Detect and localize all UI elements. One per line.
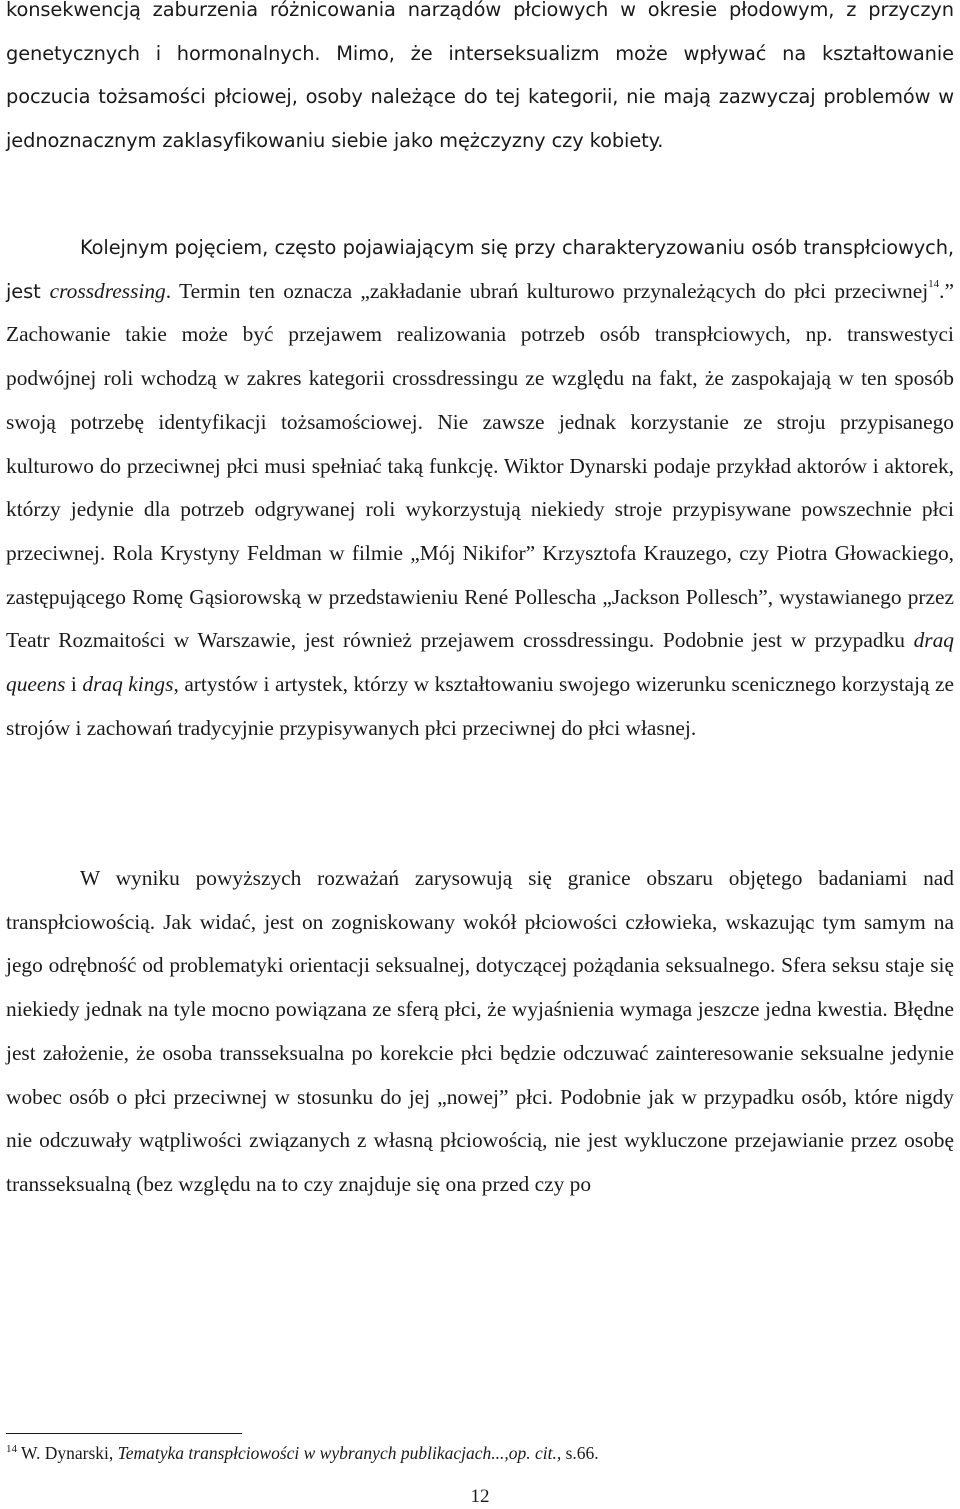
- term-crossdressing: crossdressing: [49, 278, 166, 303]
- paragraph-intersex: konsekwencją zaburzenia różnicowania narządów płciowych w okresie płodowym, z przyczyn genetycznych i hormonalnych. Mimo, że interseksualizm może wpływać na kształtowanie poczucia tożsamości płciowej, osoby należące do tej kategorii, nie mają zazwyczaj problemów w jednoznacznym zaklasyfikowaniu siebie jako mężczyzny czy kobiety.: [6, 0, 954, 153]
- paragraph-crossdressing-text-3: .” Zachowanie takie może być przejawem realizowania potrzeb osób transpłciowych, np. transwestyci podwójnej roli wchodzą w zakres kategorii crossdressingu ze względu na fakt, że zaspokajają w ten sposób swoją potrzebę identyfikacji tożsamościowej. Nie zawsze jednak korzystanie ze stroju przypisanego kulturowo do przeciwnej płci musi spełniać taką funkcję. Wiktor Dynarski podaje przykład aktorów i aktorek, którzy jedynie dla potrzeb odgrywanej roli wykorzystują niekiedy stroje przypisywane powszechnie płci przeciwnej. Rola Krystyny Feldman w filmie „Mój Nikifor” Krzysztofa Krauzego, czy Piotra Głowackiego, zastępującego Romę Gąsiorowską w przedstawieniu René Pollescha „Jackson Pollesch”, wystawianego przez Teatr Rozmaitości w Warszawie, jest również przejawem crossdressingu. Podobnie jest w przypadku: [6, 278, 955, 653]
- paragraph-crossdressing-text-2: . Termin ten oznacza „zakładanie ubrań kulturowo przynależących do płci przeciwnej: [165, 278, 929, 303]
- document-page: [6, 0, 954, 1509]
- footnote-author: W. Dynarski,: [17, 1443, 118, 1463]
- footnote-title: Tematyka transpłciowości w wybranych publikacjach...,op. cit.,: [117, 1443, 562, 1463]
- paragraph-crossdressing-text-4: i: [65, 672, 83, 697]
- term-draq-queens: draq queens: [6, 628, 954, 697]
- paragraph-conclusion: W wyniku powyższych rozważań zarysowują się granice obszaru objętego badaniami nad transpłciowością. Jak widać, jest on zogniskowany wokół płciowości człowieka, wskazując tym samym na jego odrębność od problematyki orientacji seksualnej, dotyczącej pożądania seksualnego. Sfera seksu staje się niekiedy jednak na tyle mocno powiązana ze sferą płci, że wyjaśnienia wymaga jeszcze jedna kwestia. Błędne jest założenie, że osoba transseksualna po korekcie płci będzie odczuwać zainteresowanie seksualne jedynie wobec osób o płci przeciwnej w stosunku do jej „nowej” płci. Podobnie jak w przypadku osób, które nigdy nie odczuwały wątpliwości związanych z własną płciowością, nie jest wykluczone przejawianie przez osobę transseksualną (bez względu na to czy znajduje się ona przed czy po: [6, 866, 954, 1196]
- footnote: [6, 1442, 954, 1464]
- paragraph-crossdressing-text-1: Kolejnym pojęciem, często pojawiającym się przy charakteryzowaniu osób transpłciowych, jest: [6, 236, 954, 303]
- page-number: 12: [470, 1486, 490, 1507]
- paragraph-crossdressing-text-5: , artystów i artystek, którzy w kształtowaniu swojego wizerunku scenicznego korzystają ze strojów i zachowań tradycyjnie przypisywanych płci przeciwnej do płci własnej.: [6, 672, 954, 740]
- paragraph-crossdressing: [6, 226, 954, 750]
- term-draq-kings: draq kings: [82, 672, 174, 697]
- footnote-separator: [6, 1433, 242, 1434]
- footnote-reference[interactable]: 14: [928, 277, 940, 290]
- footnote-number: 14: [6, 1443, 17, 1456]
- footnote-page: s.66.: [561, 1443, 599, 1463]
